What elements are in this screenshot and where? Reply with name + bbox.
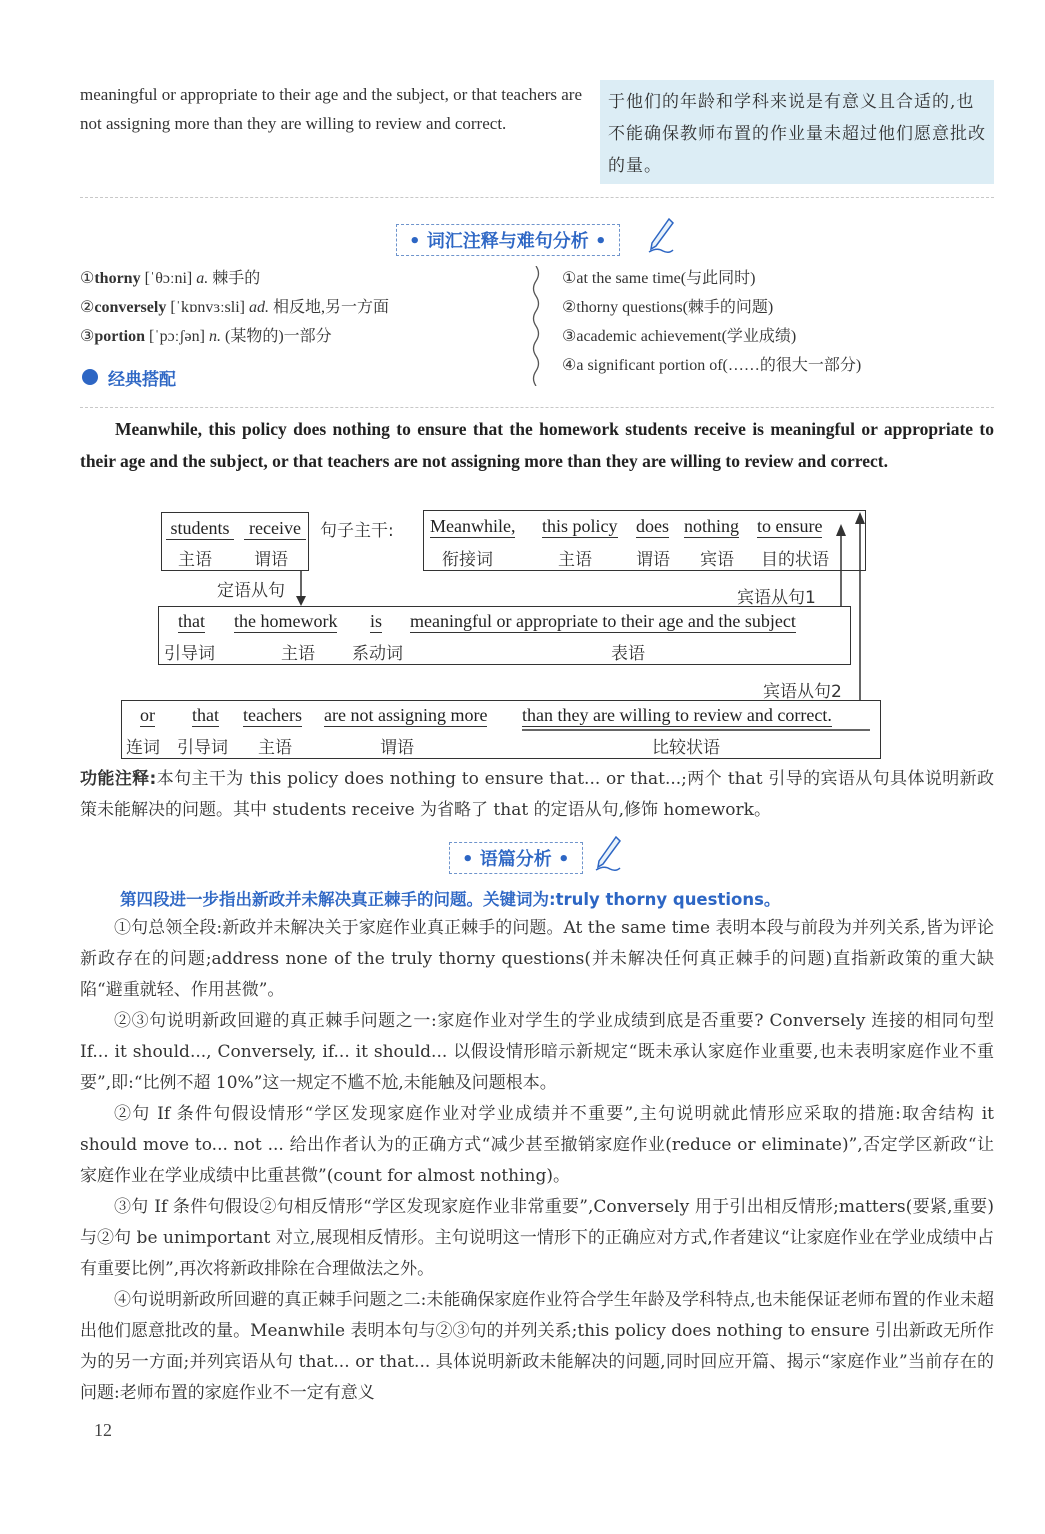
diagram-word: are not assigning more <box>324 705 488 725</box>
diagram-role: 连词 <box>126 738 160 758</box>
vocab-left-list <box>80 264 520 351</box>
diagram-role: 衔接词 <box>442 550 493 570</box>
analysis-paragraph: ①句总领全段:新政并未解决关于家庭作业真正棘手的问题。At the same time 表明本段与前段为并列关系,皆为评论新政存在的问题;address none of the truly thorny questions(并未解决任何真正棘手的问题)直指新政策的重大缺陷“避重就轻、作用甚微”。 <box>80 918 994 1000</box>
object-clause-2-label: 宾语从句2 <box>763 682 842 702</box>
diagram-role: 引导词 <box>177 738 228 758</box>
collocation-heading: 经典搭配 <box>108 370 176 390</box>
diagram-word: meaningful or appropriate to their age and the subject <box>410 611 796 631</box>
object-clause-1-label: 宾语从句1 <box>737 588 816 608</box>
diagram-role: 主语 <box>258 738 292 758</box>
diagram-word: this policy <box>542 516 618 536</box>
vocab-item: ③portion [ˈpɔːʃən] n. (某物的)一部分 <box>80 328 332 345</box>
object-clause-2-box <box>121 700 881 759</box>
vocab-section-title: • 词汇注释与难句分析 • <box>396 224 620 256</box>
collocation-item: ③academic achievement(学业成绩) <box>562 328 797 345</box>
collocation-item: ①at the same time(与此同时) <box>562 270 756 287</box>
diagram-role: 谓语 <box>636 550 670 570</box>
discourse-heading: 第四段进一步指出新政并未解决真正棘手的问题。关键词为:truly thorny questions。 <box>120 890 781 909</box>
main-clause-label: 句子主干: <box>320 521 394 541</box>
diagram-word: Meanwhile, <box>430 516 516 536</box>
diagram-word: that <box>178 611 205 631</box>
diagram-role: 主语 <box>281 644 315 664</box>
diagram-role: 谓语 <box>254 550 288 570</box>
translation-text: 于他们的年龄和学科来说是有意义且合适的,也不能确保教师布置的作业量未超过他们愿意批改的量。 <box>608 92 986 176</box>
pen-icon <box>592 834 622 874</box>
diagram-word: is <box>370 611 383 631</box>
diagram-word: than they are willing to review and correct. <box>522 705 832 725</box>
diagram-role: 表语 <box>611 644 645 664</box>
collocation-list <box>562 264 994 380</box>
relative-clause-label: 定语从句 <box>217 581 285 601</box>
analysis-paragraph: ③句 If 条件句假设②句相反情形“学区发现家庭作业非常重要”,Conversely 用于引出相反情形;matters(要紧,重要) 与②句 be unimportant 对立,展现相反情形。主句说明这一情形下的正确应对方式,作者建议“让家庭作业在学业成绩中占有重要比例”,再次将新政排除在合理做法之外。 <box>80 1197 994 1279</box>
main-clause-box <box>423 510 866 571</box>
diagram-word: teachers <box>243 705 302 725</box>
divider <box>80 407 994 408</box>
analysis-paragraph: ②句 If 条件句假设情形“学区发现家庭作业对学业成绩并不重要”,主句说明就此情形应采取的措施:取舍结构 it should move to... not ... 给出作者认为的正确方式“减少甚至撤销家庭作业(reduce or eliminate)”,否定学区新政“让家庭作业在学业成绩中比重甚微”(count for almost nothing)。 <box>80 1104 994 1186</box>
divider <box>80 197 994 198</box>
top-english-text: meaningful or appropriate to their age and the subject, or that teachers are not assigning more than they are willing to review and correct. <box>80 85 582 133</box>
relative-clause-box <box>161 512 309 571</box>
diagram-word: to ensure <box>757 516 823 536</box>
diagram-word: students <box>166 518 234 540</box>
pen-icon <box>645 216 675 256</box>
analysis-sentence: Meanwhile, this policy does nothing to ensure that the homework students receive is meaningful or appropriate to their age and the subject, or that teachers are not assigning more than they are willing to review and correct. <box>80 419 994 471</box>
diagram-role: 谓语 <box>380 738 414 758</box>
collocation-item: ④a significant portion of(……的很大一部分) <box>562 357 862 374</box>
diagram-role: 主语 <box>558 550 592 570</box>
translation-box <box>600 80 994 184</box>
diagram-role: 主语 <box>178 550 212 570</box>
discourse-paragraphs <box>80 913 994 1409</box>
analysis-paragraph: ④句说明新政所回避的真正棘手问题之二:未能确保家庭作业符合学生年龄及学科特点,也未能保证老师布置的作业未超出他们愿意批改的量。Meanwhile 表明本句与②③句的并列关系;this policy does nothing to ensure 引出新政无所作为的另一方面;并列宾语从句 that... or that... 具体说明新政未能解决的问题,同时回应开篇、揭示“家庭作业”当前存在的问题:老师布置的家庭作业不一定有意义 <box>80 1290 994 1403</box>
diagram-role: 宾语 <box>700 550 734 570</box>
vocab-item: ②conversely [ˈkɒnvɜːsli] ad. 相反地,另一方面 <box>80 299 389 316</box>
discourse-section-title: • 语篇分析 • <box>449 842 583 874</box>
function-note <box>80 764 994 826</box>
diagram-word: receive <box>244 518 306 540</box>
diagram-role: 目的状语 <box>761 550 829 570</box>
page-number: 12 <box>94 1420 112 1440</box>
diagram-word: the homework <box>234 611 338 631</box>
diagram-word: or <box>140 705 155 725</box>
function-note-body: 本句主干为 this policy does nothing to ensure that... or that...;两个 that 引导的宾语从句具体说明新政策未能解决的问题。其中 students receive 为省略了 that 的定语从句,修饰 homework。 <box>80 769 994 820</box>
object-clause-1-box <box>158 606 851 665</box>
analysis-paragraph: ②③句说明新政回避的真正棘手问题之一:家庭作业对学生的学业成绩到底是否重要? Conversely 连接的相同句型 If... it should..., Conversely, if... it should... 以假设情形暗示新规定“既未承认家庭作业重要,也未表明家庭作业不重要”,即:“比例不超 10%”这一规定不尴不尬,未能触及问题根本。 <box>80 1011 994 1093</box>
function-note-label: 功能注释: <box>80 769 157 789</box>
diagram-word: does <box>636 516 669 536</box>
wavy-separator <box>530 266 542 386</box>
diagram-word: that <box>192 705 219 725</box>
diagram-role: 比较状语 <box>652 738 720 758</box>
diagram-role: 引导词 <box>164 644 215 664</box>
diagram-role: 系动词 <box>352 644 403 664</box>
vocab-item: ①thorny [ˈθɔːni] a. 棘手的 <box>80 270 261 287</box>
collocation-item: ②thorny questions(棘手的问题) <box>562 299 774 316</box>
bullet-dot-icon <box>82 369 98 385</box>
diagram-word: nothing <box>684 516 740 536</box>
